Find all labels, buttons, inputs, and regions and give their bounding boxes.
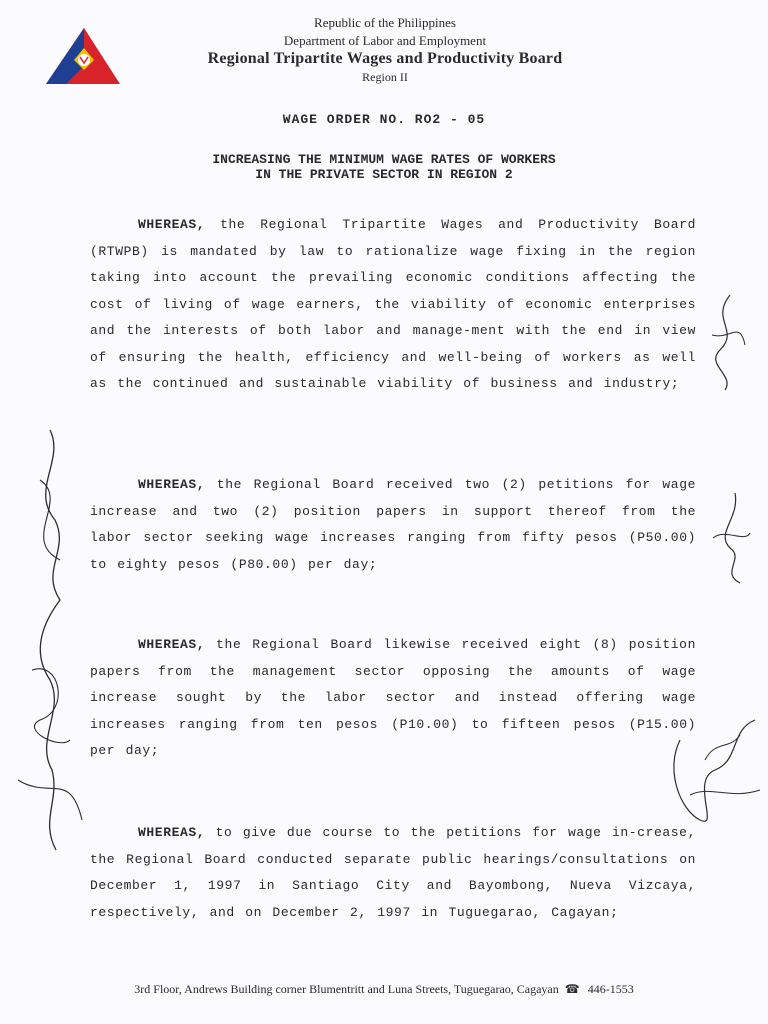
paragraph-text: the Regional Board received two (2) petitions for wage increase and two (2) position papers in support thereof from the labor sector seeking wage increases ranging from fifty pesos (P50.00) to eighty pesos (P80.00) per day; <box>90 477 696 572</box>
whereas-keyword: WHEREAS, <box>138 217 206 232</box>
document-title-line-1: INCREASING THE MINIMUM WAGE RATES OF WORKERS <box>212 152 556 167</box>
whereas-keyword: WHEREAS, <box>138 825 206 840</box>
paragraph-text: the Regional Board likewise received eight (8) position papers from the management sector opposing the amounts of wage increase sought by the labor sector and instead offering wage increases ranging from ten pesos (P10.00) to fifteen pesos (P15.00) per day; <box>90 637 696 758</box>
footer-address-line <box>0 982 768 997</box>
header-region: Region II <box>362 70 408 84</box>
signature-right-1 <box>700 290 750 400</box>
footer-address: 3rd Floor, Andrews Building corner Blumentritt and Luna Streets, Tuguegarao, Cagayan <box>134 982 559 996</box>
whereas-paragraph-1 <box>90 212 696 398</box>
document-title-line-2: IN THE PRIVATE SECTOR IN REGION 2 <box>255 167 513 182</box>
paragraph-text: the Regional Tripartite Wages and Productivity Board (RTWPB) is mandated by law to rationalize wage fixing in the region taking into account the prevailing economic conditions affecting the cost of living of wage earners, the viability of economic enterprises and the interests of both labor and manage-ment with the end in view of ensuring the health, efficiency and well-being of workers as well as the continued and sustainable viability of business and industry; <box>90 217 696 391</box>
header-department: Department of Labor and Employment <box>283 33 487 48</box>
paragraph-text: to give due course to the petitions for wage in-crease, the Regional Board conducted separate public hearings/consultations on December 1, 1997 in Santiago City and Bayombong, Nueva Vizcaya, respectively, and on December 2, 1997 in Tuguegarao, Cagayan; <box>90 825 696 920</box>
whereas-paragraph-2 <box>90 472 696 578</box>
header-board: Regional Tripartite Wages and Productivity Board <box>207 50 563 67</box>
telephone-icon: ☎ <box>564 982 580 996</box>
whereas-keyword: WHEREAS, <box>138 477 206 492</box>
signature-right-2 <box>705 488 755 588</box>
whereas-paragraph-3 <box>90 632 696 765</box>
footer-phone: 446-1553 <box>587 982 634 996</box>
dole-logo <box>44 26 122 86</box>
wage-order-number: WAGE ORDER NO. RO2 - 05 <box>282 112 486 127</box>
letterhead <box>120 14 650 85</box>
whereas-keyword: WHEREAS, <box>138 637 206 652</box>
whereas-paragraph-4 <box>90 820 696 926</box>
signature-left-margin <box>10 420 90 860</box>
header-republic: Republic of the Philippines <box>314 15 456 30</box>
document-title <box>0 152 768 182</box>
